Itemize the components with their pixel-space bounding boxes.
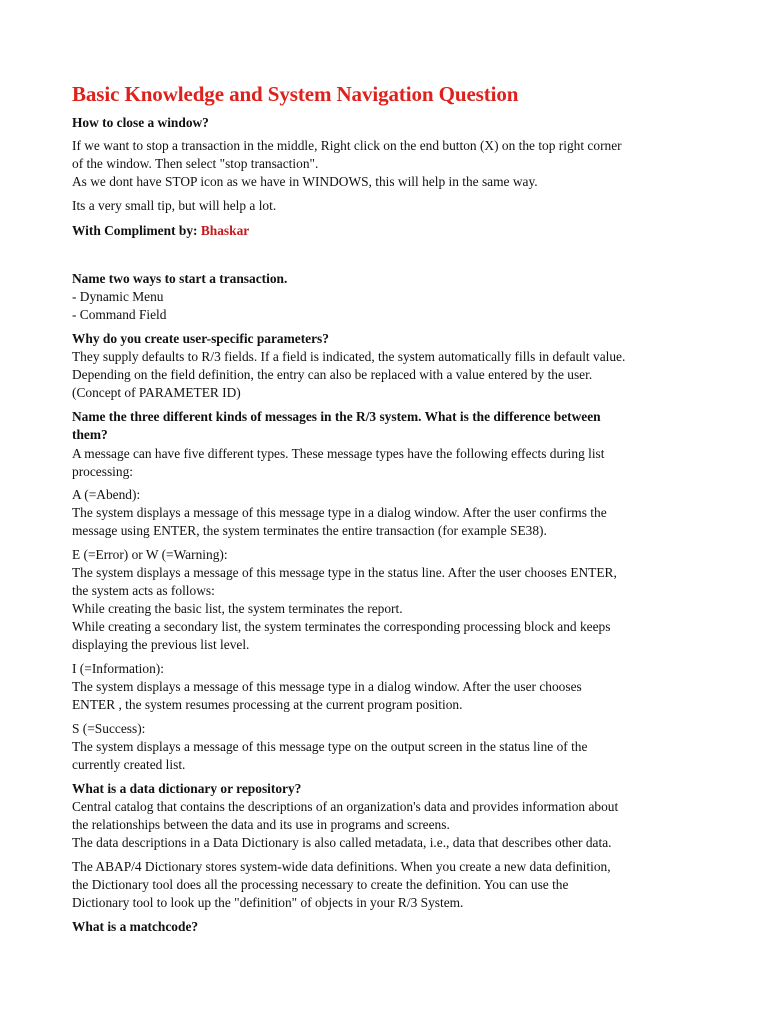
compliment-author: Bhaskar	[200, 223, 250, 238]
message-type-info	[72, 660, 582, 714]
text-line: A message can have five different types. These message types have the following effects during list	[72, 446, 605, 461]
text-line: the Dictionary tool does all the processing necessary to create the definition. You can use the	[72, 877, 569, 892]
message-type-label: S (=Success):	[72, 721, 146, 736]
question-messages	[72, 408, 601, 444]
text-line: them?	[72, 427, 108, 442]
text-line: Central catalog that contains the descriptions of an organization's data and provides information about	[72, 799, 619, 814]
text-line: As we dont have STOP icon as we have in WINDOWS, this will help in the same way.	[72, 174, 538, 189]
abap-dictionary-text	[72, 858, 611, 912]
question-matchcode: What is a matchcode?	[72, 919, 199, 934]
answer-start-transaction	[72, 288, 166, 324]
text-line: They supply defaults to R/3 fields. If a field is indicated, the system automatically fills in default value.	[72, 349, 626, 364]
text-line: While creating a secondary list, the system terminates the corresponding processing block and keeps	[72, 619, 611, 634]
text-line: displaying the previous list level.	[72, 637, 250, 652]
list-item: - Command Field	[72, 307, 167, 322]
text-line: The system displays a message of this message type on the output screen in the status line of the	[72, 739, 588, 754]
list-item: - Dynamic Menu	[72, 289, 164, 304]
text-line: of the window. Then select "stop transaction".	[72, 156, 319, 171]
text-line: ENTER , the system resumes processing at the current program position.	[72, 697, 463, 712]
text-line: Depending on the field definition, the entry can also be replaced with a value entered by the user.	[72, 367, 593, 382]
tip-text: Its a very small tip, but will help a lot.	[72, 198, 277, 213]
text-line: The system displays a message of this message type in a dialog window. After the user confirms the	[72, 505, 607, 520]
text-line: currently created list.	[72, 757, 186, 772]
text-line: The system displays a message of this message type in the status line. After the user chooses ENTER,	[72, 565, 617, 580]
page-title: Basic Knowledge and System Navigation Question	[72, 82, 519, 106]
question-user-params: Why do you create user-specific parameters?	[72, 331, 329, 346]
text-line: The system displays a message of this message type in a dialog window. After the user chooses	[72, 679, 582, 694]
text-line: the relationships between the data and its use in programs and screens.	[72, 817, 450, 832]
question-data-dictionary: What is a data dictionary or repository?	[72, 781, 302, 796]
text-line: Name the three different kinds of messages in the R/3 system. What is the difference between	[72, 409, 601, 424]
text-line: message using ENTER, the system terminates the entire transaction (for example SE38).	[72, 523, 547, 538]
compliment-line	[72, 222, 249, 240]
message-type-label: E (=Error) or W (=Warning):	[72, 547, 228, 562]
message-type-label: I (=Information):	[72, 661, 164, 676]
text-line: processing:	[72, 464, 133, 479]
text-line: The ABAP/4 Dictionary stores system-wide data definitions. When you create a new data definition,	[72, 859, 611, 874]
messages-intro	[72, 445, 605, 481]
text-line: the system acts as follows:	[72, 583, 215, 598]
answer-data-dictionary	[72, 798, 618, 852]
text-line: If we want to stop a transaction in the middle, Right click on the end button (X) on the top right corner	[72, 138, 622, 153]
text-line: Dictionary tool to look up the "definition" of objects in your R/3 System.	[72, 895, 464, 910]
text-line: While creating the basic list, the system terminates the report.	[72, 601, 403, 616]
answer-user-params	[72, 348, 625, 402]
message-type-label: A (=Abend):	[72, 487, 141, 502]
text-line: The data descriptions in a Data Dictionary is also called metadata, i.e., data that describes other data.	[72, 835, 612, 850]
question-close-window: How to close a window?	[72, 115, 209, 130]
text-line: (Concept of PARAMETER ID)	[72, 385, 241, 400]
message-type-success	[72, 720, 587, 774]
message-type-error	[72, 546, 617, 654]
question-start-transaction: Name two ways to start a transaction.	[72, 271, 288, 286]
message-type-abend	[72, 486, 607, 540]
compliment-label: With Compliment by:	[72, 223, 198, 238]
answer-close-window	[72, 137, 622, 191]
